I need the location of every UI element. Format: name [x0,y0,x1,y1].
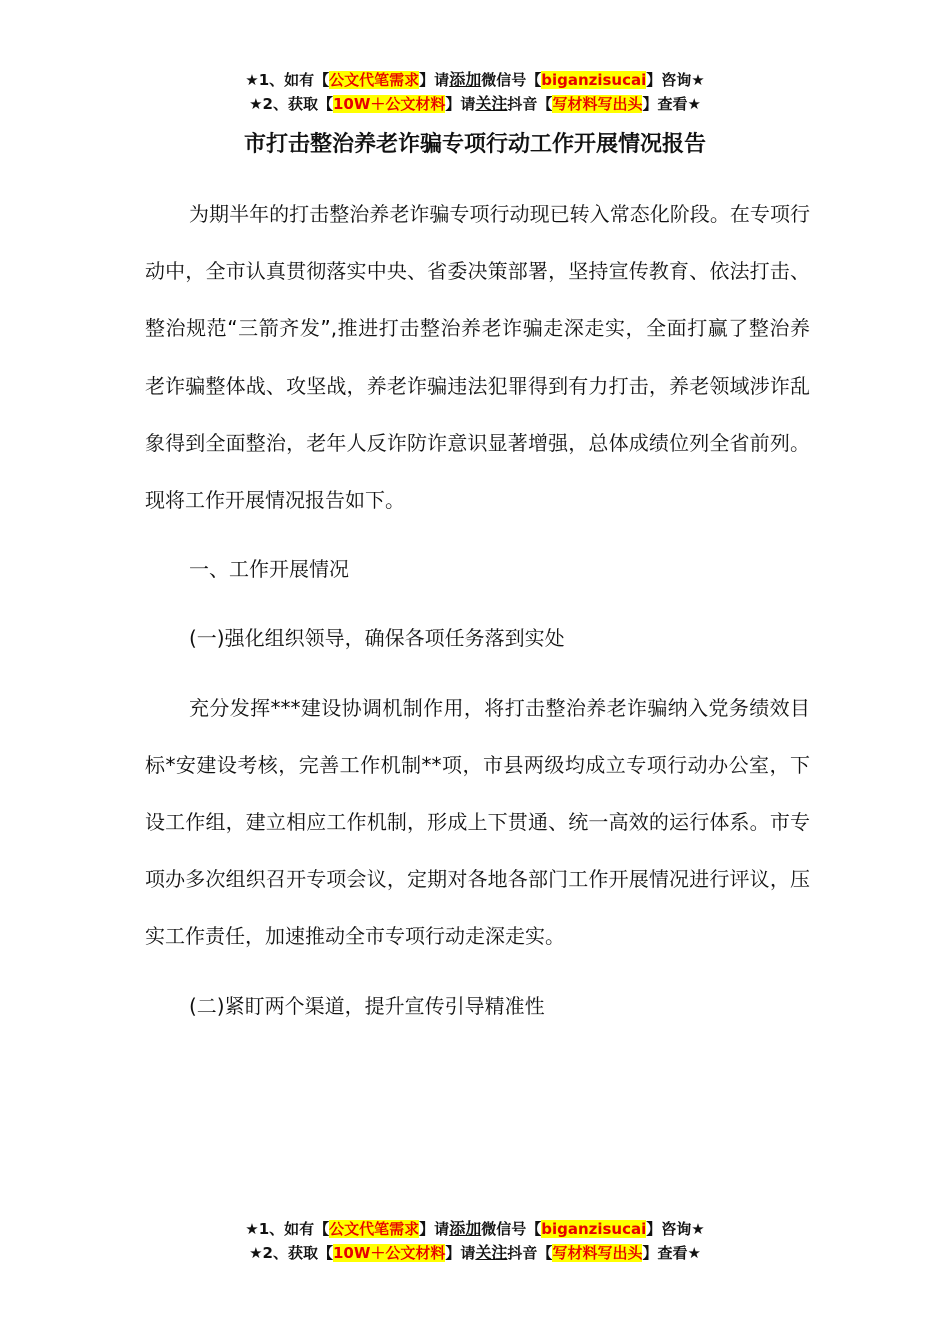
promo-text: 】请 [445,95,476,113]
promo-highlight: biganzisucai [541,71,647,89]
body-paragraph: 充分发挥***建设协调机制作用，将打击整治养老诈骗纳入党务绩效目标*安建设考核，完善工作机制**项，市县两级均成立专项行动办公室，下设工作组，建立相应工作机制，形成上下贯通、统一高效的运行体系。市专项办多次组织召开专项会议，定期对各地各部门工作开展情况进行评议，压实工作责任，加速推动全市专项行动走深走实。 [145,695,810,949]
document-body [145,186,810,1035]
promo-line-2 [0,1241,950,1265]
promo-text: 】请 [445,1244,476,1262]
section-heading: 一、工作开展情况 [189,557,349,582]
promo-text: ★1、如有【 [245,71,330,89]
top-promo-banner [0,68,950,116]
promo-text: 微信号【 [481,1220,542,1238]
promo-text: 】咨询★ [646,71,705,89]
promo-text: 】请 [419,1220,450,1238]
promo-text: 】请 [419,71,450,89]
bottom-promo-banner [0,1217,950,1265]
promo-text: ★2、获取【 [249,1244,333,1262]
promo-text: 抖音【 [507,1244,553,1262]
promo-highlight: 写材料写出头 [552,1244,643,1262]
promo-text: 抖音【 [507,95,553,113]
subsection-heading: (二)紧盯两个渠道，提升宣传引导精准性 [189,993,545,1018]
document-title: 市打击整治养老诈骗专项行动工作开展情况报告 [243,132,706,157]
promo-text: ★2、获取【 [249,95,333,113]
promo-highlight: biganzisucai [541,1220,647,1238]
promo-line-1 [0,68,950,92]
promo-text: ★1、如有【 [245,1220,330,1238]
promo-emphasis: 添加 [449,70,482,89]
promo-emphasis: 关注 [475,1243,508,1262]
promo-line-1 [0,1217,950,1241]
promo-text: 】咨询★ [646,1220,705,1238]
promo-emphasis: 关注 [475,94,508,113]
promo-text: 】查看★ [642,1244,701,1262]
promo-text: 微信号【 [481,71,542,89]
promo-highlight: 10W＋公文材料 [332,1244,446,1262]
promo-line-2 [0,92,950,116]
promo-highlight: 写材料写出头 [552,95,643,113]
promo-text: 】查看★ [642,95,701,113]
promo-highlight: 公文代笔需求 [329,71,420,89]
promo-highlight: 公文代笔需求 [329,1220,420,1238]
subsection-heading: (一)强化组织领导，确保各项任务落到实处 [189,626,565,651]
intro-paragraph: 为期半年的打击整治养老诈骗专项行动现已转入常态化阶段。在专项行动中，全市认真贯彻落实中央、省委决策部署，坚持宣传教育、依法打击、整治规范“三箭齐发”,推进打击整治养老诈骗走深走实，全面打赢了整治养老诈骗整体战、攻坚战，养老诈骗违法犯罪得到有力打击，养老领域涉诈乱象得到全面整治，老年人反诈防诈意识显著增强，总体成绩位列全省前列。现将工作开展情况报告如下。 [145,202,810,513]
promo-emphasis: 添加 [449,1219,482,1238]
promo-highlight: 10W＋公文材料 [332,95,446,113]
